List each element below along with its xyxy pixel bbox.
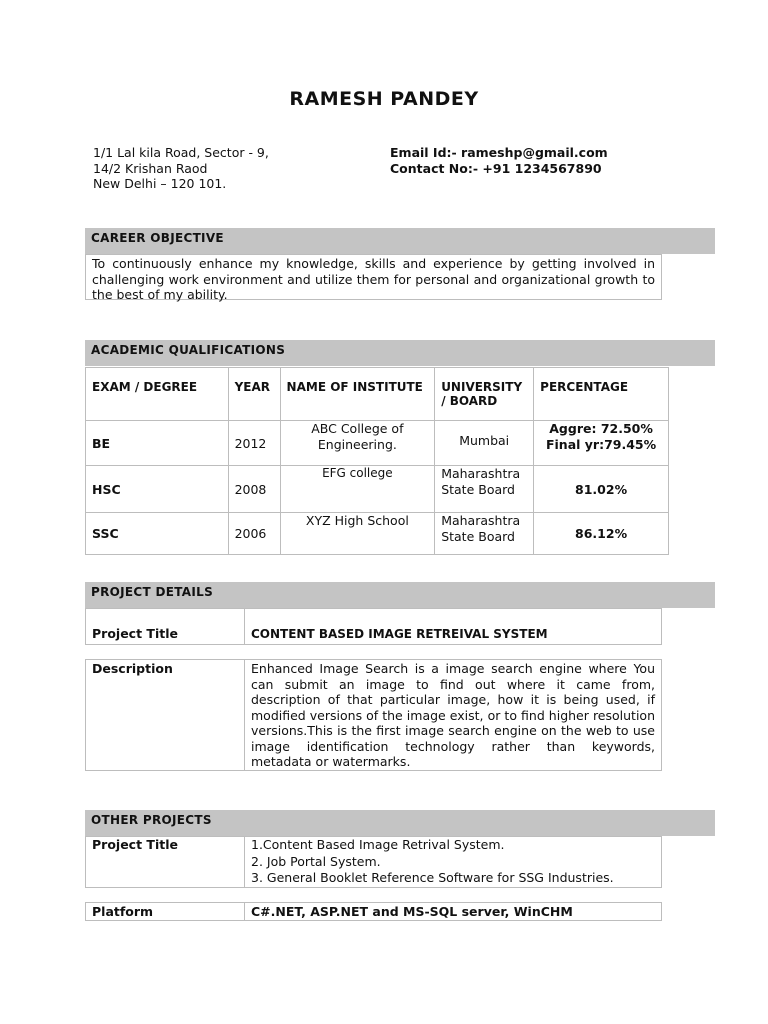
section-heading-text: OTHER PROJECTS <box>91 813 212 827</box>
list-item: 3. General Booklet Reference Software for SSG Industries. <box>251 870 614 885</box>
table-row <box>86 421 669 466</box>
other-projects-heading <box>85 810 715 836</box>
percentage-cell: 81.02% <box>534 466 669 513</box>
email-text: Email Id:- rameshp@gmail.com <box>390 145 608 160</box>
institute-cell: EFG college <box>280 466 435 513</box>
description-label: Description <box>86 660 245 771</box>
academic-table <box>85 367 669 555</box>
phone-text: Contact No:- +91 1234567890 <box>390 160 602 176</box>
board-cell: Maharashtra State Board <box>435 513 534 555</box>
address-line: New Delhi – 120 101. <box>93 176 227 191</box>
column-header: YEAR <box>228 368 280 421</box>
board-cell: Mumbai <box>435 421 534 466</box>
column-header: NAME OF INSTITUTE <box>280 368 435 421</box>
address-block <box>93 145 269 192</box>
address-line: 14/2 Krishan Raod <box>93 160 208 176</box>
list-item: 1.Content Based Image Retrival System. <box>251 837 505 852</box>
table-row <box>86 609 662 645</box>
project-details-heading <box>85 582 715 608</box>
percentage-value: Final yr:79.45% <box>545 436 657 452</box>
description-value: Enhanced Image Search is a image search engine where You can submit an image to find out where it came from, description of that particular image, how it is being used, if modified versions of the image exist, or to find higher resolution versions.This is the first image search engine on the web to use image identification technology rather than keywords, metadata or watermarks. <box>245 660 662 771</box>
percentage-value: Aggre: 72.50% <box>549 421 653 436</box>
year-cell: 2006 <box>228 513 280 555</box>
institute-cell: XYZ High School <box>280 513 435 555</box>
column-header: EXAM / DEGREE <box>86 368 229 421</box>
column-header: UNIVERSITY / BOARD <box>435 368 534 421</box>
column-header: PERCENTAGE <box>534 368 669 421</box>
platform-label: Platform <box>86 903 245 921</box>
other-project-list <box>245 837 662 888</box>
table-row <box>86 466 669 513</box>
year-cell: 2012 <box>228 421 280 466</box>
institute-cell: ABC College of Engineering. <box>280 421 435 466</box>
exam-cell: SSC <box>86 513 229 555</box>
other-project-title-label: Project Title <box>86 837 245 888</box>
board-cell: Maharashtra State Board <box>435 466 534 513</box>
section-heading-text: ACADEMIC QUALIFICATIONS <box>91 343 286 357</box>
section-heading-text: PROJECT DETAILS <box>91 585 214 599</box>
address-line: 1/1 Lal kila Road, Sector - 9, <box>93 145 269 160</box>
table-row <box>86 660 662 771</box>
career-objective-heading <box>85 228 715 254</box>
project-title-table <box>85 608 662 645</box>
section-heading-text: CAREER OBJECTIVE <box>91 231 224 245</box>
academic-heading <box>85 340 715 366</box>
career-objective-text: To continuously enhance my knowledge, skills and experience by getting involved in challenging work environment and utilize them for personal and organizational growth to the best of my ability. <box>85 254 662 300</box>
list-item: 2. Job Portal System. <box>251 853 381 869</box>
table-header-row <box>86 368 669 421</box>
table-row <box>86 903 662 921</box>
percentage-cell: 86.12% <box>534 513 669 555</box>
project-title-value: CONTENT BASED IMAGE RETREIVAL SYSTEM <box>245 609 662 645</box>
project-title-label: Project Title <box>86 609 245 645</box>
table-row <box>86 513 669 555</box>
project-description-table <box>85 659 662 771</box>
candidate-name: RAMESH PANDEY <box>289 88 479 110</box>
year-cell: 2008 <box>228 466 280 513</box>
platform-table <box>85 902 662 921</box>
exam-cell: HSC <box>86 466 229 513</box>
table-row <box>86 837 662 888</box>
other-projects-table <box>85 836 662 888</box>
percentage-cell <box>534 421 669 466</box>
exam-cell: BE <box>86 421 229 466</box>
contact-block <box>390 145 608 176</box>
platform-value: C#.NET, ASP.NET and MS-SQL server, WinCHM <box>245 903 662 921</box>
